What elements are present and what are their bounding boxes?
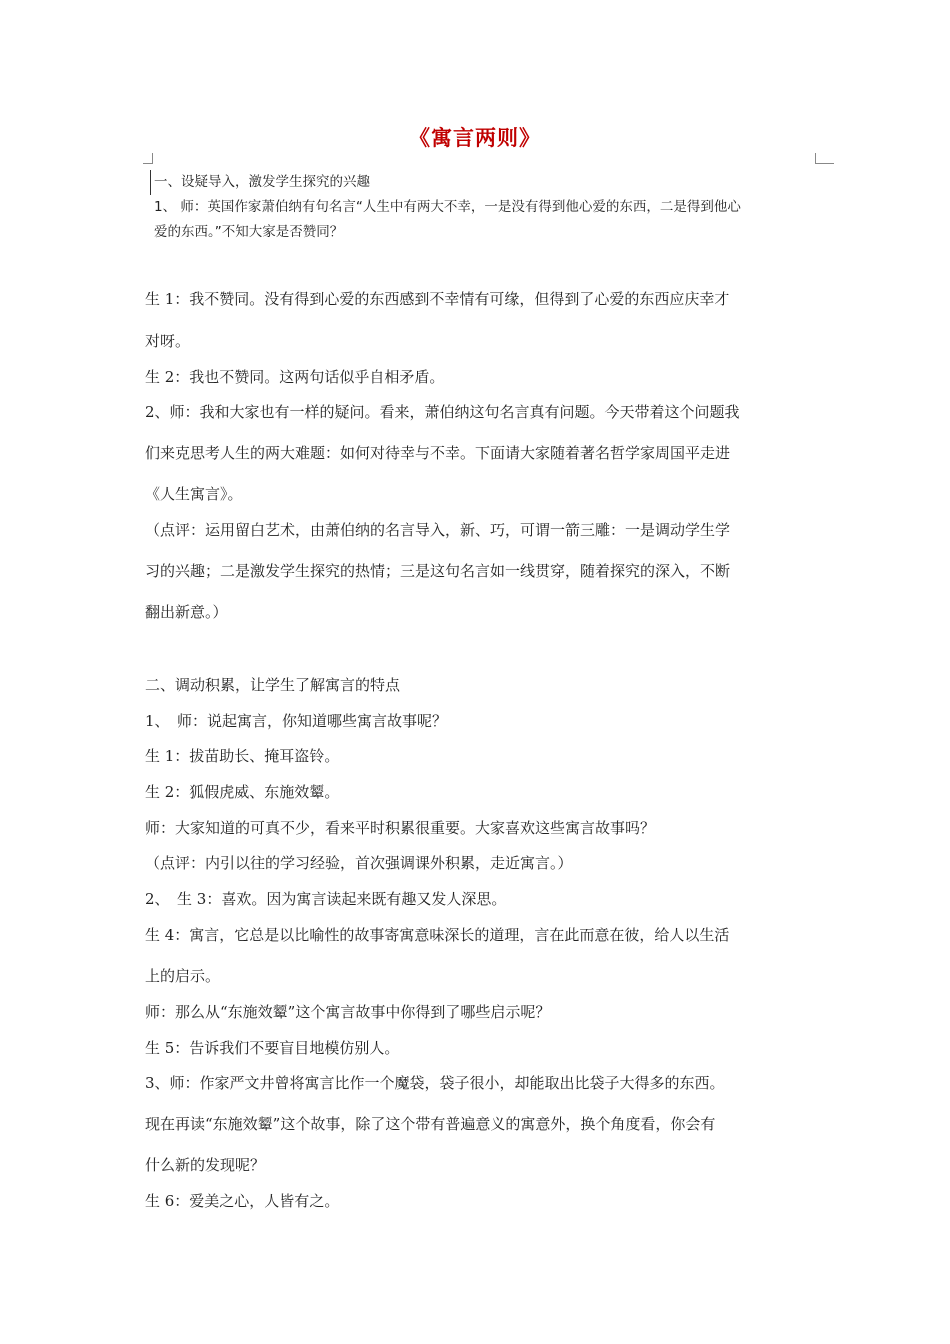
body-line: 二、调动积累，让学生了解寓言的特点 (145, 676, 401, 694)
body-line: （点评：内引以往的学习经验，首次强调课外积累，走近寓言。） (145, 854, 573, 872)
margin-corner-left (143, 153, 153, 164)
body-line: （点评：运用留白艺术，由萧伯纳的名言导入，新、巧，可谓一箭三雕：一是调动学生学 (145, 521, 731, 539)
margin-corner-right (815, 153, 834, 164)
body-line: 翻出新意。） (145, 603, 228, 621)
body-line: 《人生寓言》。 (145, 485, 243, 503)
body-line: 2、师：我和大家也有一样的疑问。看来，萧伯纳这句名言真有问题。今天带着这个问题我 (145, 403, 740, 421)
body-line: 习的兴趣；二是激发学生探究的热情；三是这句名言如一线贯穿，随着探究的深入，不断 (145, 562, 731, 580)
body-line: 什么新的发现呢？ (145, 1156, 266, 1174)
body-line: 1、 师：说起寓言，你知道哪些寓言故事呢？ (145, 712, 448, 730)
body-line: 生 1：我不赞同。没有得到心爱的东西感到不幸情有可缘，但得到了心爱的东西应庆幸才 (145, 290, 730, 308)
body-line: 上的启示。 (145, 967, 221, 985)
body-line: 生 6：爱美之心，人皆有之。 (145, 1192, 340, 1210)
body-line: 2、 生 3：喜欢。因为寓言读起来既有趣又发人深思。 (145, 890, 507, 908)
body-line: 3、师：作家严文井曾将寓言比作一个魔袋，袋子很小，却能取出比袋子大得多的东西。 (145, 1074, 725, 1092)
document-title: 《寓言两则》 (409, 126, 541, 150)
section-1-item-1-line-1: 1、 师：英国作家萧伯纳有句名言“人生中有两大不幸，一是没有得到他心爱的东西，二是得到他心 (154, 199, 741, 215)
body-line: 师：那么从“东施效颦”这个寓言故事中你得到了哪些启示呢？ (145, 1003, 551, 1021)
body-line: 生 2：狐假虎威、东施效颦。 (145, 783, 340, 801)
body-line: 现在再读“东施效颦”这个故事，除了这个带有普遍意义的寓意外，换个角度看，你会有 (145, 1115, 716, 1133)
body-line: 生 2：我也不赞同。这两句话似乎自相矛盾。 (145, 368, 445, 386)
body-line: 生 5：告诉我们不要盲目地模仿别人。 (145, 1039, 400, 1057)
section-1 (154, 170, 834, 245)
body-line: 对呀。 (145, 332, 191, 350)
body-line: 师：大家知道的可真不少，看来平时积累很重要。大家喜欢这些寓言故事吗？ (145, 819, 656, 837)
section-1-heading: 一、设疑导入，激发学生探究的兴趣 (150, 170, 834, 195)
body-line: 们来克思考人生的两大难题：如何对待幸与不幸。下面请大家随着著名哲学家周国平走进 (145, 444, 731, 462)
body-line: 生 1：拔苗助长、掩耳盗铃。 (145, 747, 340, 765)
body-line: 生 4：寓言，它总是以比喻性的故事寄寓意味深长的道理，言在此而意在彼，给人以生活 (145, 926, 730, 944)
section-1-item-1-line-2: 爱的东西。”不知大家是否赞同？ (154, 224, 344, 240)
